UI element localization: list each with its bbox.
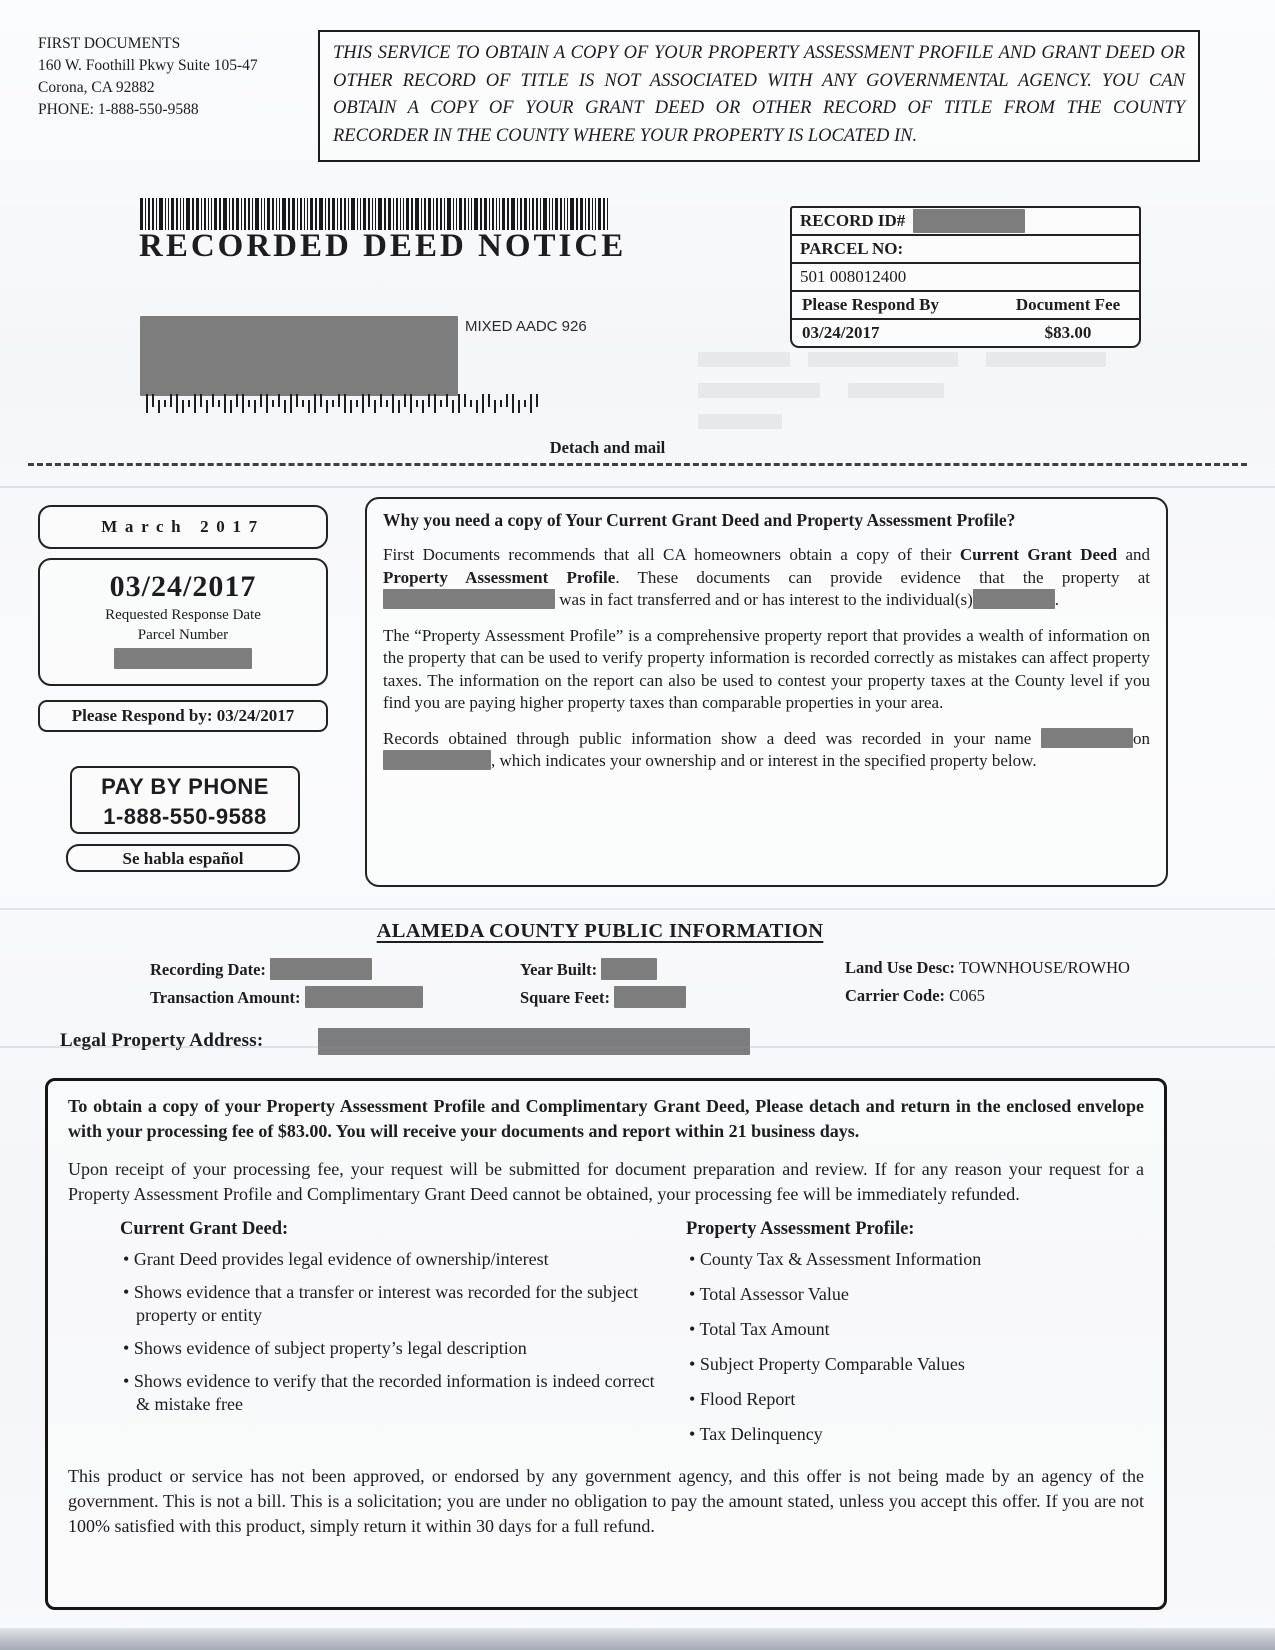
year-built-redaction	[601, 958, 657, 980]
response-date-box	[38, 558, 328, 686]
sender-address-line2: Corona, CA 92882	[38, 79, 155, 96]
mail-sort-code: MIXED AADC 926	[465, 318, 587, 335]
grant-deed-bullet: • Shows evidence of subject property’s legal description	[123, 1338, 527, 1358]
offer-columns	[68, 1219, 1144, 1458]
p1-bold-grant-deed: Current Grant Deed	[959, 545, 1118, 564]
bleed-through-artifact	[986, 352, 1106, 367]
bullet-text: Shows evidence of subject property’s legal description	[133, 1338, 527, 1358]
scan-fold-line	[0, 908, 1275, 910]
record-id-redaction	[913, 209, 1025, 233]
profile-bullet: • Tax Delinquency	[689, 1424, 823, 1444]
bullet-text: Shows evidence that a transfer or interest was recorded for the subject property or entity	[133, 1282, 639, 1325]
public-info-title: ALAMEDA COUNTY PUBLIC INFORMATION	[376, 920, 824, 942]
respond-fee-header-row	[792, 292, 1139, 320]
pay-by-phone-box	[70, 766, 300, 834]
month-box	[38, 505, 328, 549]
record-id-row	[792, 208, 1139, 236]
recording-date-redaction	[270, 958, 372, 980]
respond-fee-value-row	[792, 320, 1139, 346]
grant-deed-bullet: • Shows evidence that a transfer or interest was recorded for the subject property or entity	[123, 1282, 639, 1325]
individual-name-redaction	[973, 589, 1055, 609]
year-built-label: Year Built:	[520, 960, 598, 979]
response-date-value: 03/24/2017	[109, 570, 257, 603]
bleed-through-artifact	[698, 383, 820, 398]
offer-intro-paragraph: To obtain a copy of your Property Assessment Profile and Complimentary Grant Deed, Please detach and return in the enclosed envelope with your processing fee of $83.00. You will receive your documents and report within 21 business days.	[68, 1096, 1144, 1141]
scan-fold-line	[0, 1046, 1275, 1048]
p1-text: . These documents can provide evidence that the property at	[615, 567, 1151, 587]
bleed-through-artifact	[808, 352, 958, 367]
p1-bold-profile: Property Assessment Profile	[383, 567, 616, 587]
year-built-field	[520, 958, 657, 980]
sender-address-line1: 160 W. Foothill Pkwy Suite 105-47	[38, 57, 258, 74]
parcel-value-row	[792, 264, 1139, 292]
record-info-table	[790, 206, 1141, 348]
parcel-number-redaction	[114, 648, 252, 669]
scan-edge-band	[0, 1628, 1275, 1650]
p3-text: on	[1133, 728, 1150, 748]
sender-name: FIRST DOCUMENTS	[38, 35, 181, 52]
bullet-text: County Tax & Assessment Information	[699, 1249, 982, 1269]
agency-disclaimer-box	[318, 30, 1200, 162]
scan-fold-line	[0, 486, 1275, 488]
bleed-through-artifact	[698, 414, 782, 429]
why-box-paragraph-1	[383, 544, 1150, 612]
se-habla-espanol-box	[66, 844, 300, 872]
respond-by-label: Please Respond By	[802, 295, 939, 314]
notice-title: RECORDED DEED NOTICE	[139, 228, 627, 264]
bullet-text: Total Tax Amount	[699, 1319, 830, 1339]
bullet-text: Grant Deed provides legal evidence of ownership/interest	[133, 1249, 549, 1269]
offer-details-box	[45, 1078, 1167, 1610]
carrier-code-field	[845, 986, 985, 1006]
square-feet-redaction	[614, 986, 686, 1008]
recipient-address-redaction	[140, 316, 458, 396]
grant-deed-title: Current Grant Deed:	[120, 1219, 289, 1239]
square-feet-field	[520, 986, 686, 1008]
pay-by-phone-title: PAY BY PHONE	[101, 774, 269, 799]
p1-text: First Documents recommends that all CA homeowners obtain a copy of their	[383, 545, 960, 564]
transaction-amount-field	[150, 986, 423, 1008]
bullet-text: Flood Report	[699, 1389, 796, 1409]
bullet-text: Shows evidence to verify that the recorded information is indeed correct & mistake free	[133, 1371, 655, 1414]
p1-text: was in fact transferred and or has interest to the individual(s)	[555, 590, 973, 609]
profile-bullet: • County Tax & Assessment Information	[689, 1249, 982, 1269]
bleed-through-artifact	[848, 383, 944, 398]
record-date-redaction	[383, 750, 491, 770]
legal-property-address-redaction	[318, 1028, 750, 1055]
profile-bullet: • Flood Report	[689, 1389, 796, 1409]
profile-bullet: • Total Assessor Value	[689, 1284, 849, 1304]
why-box-paragraph-3	[383, 728, 1150, 773]
document-fee-label: Document Fee	[1015, 295, 1121, 314]
why-you-need-box	[365, 497, 1168, 887]
legal-property-address-label: Legal Property Address:	[60, 1030, 264, 1051]
bleed-through-artifact	[698, 352, 790, 367]
sender-phone: PHONE: 1-888-550-9588	[38, 101, 199, 118]
record-id-label: RECORD ID#	[800, 211, 906, 230]
respond-by-value: 03/24/2017	[802, 323, 880, 342]
agency-disclaimer-text: THIS SERVICE TO OBTAIN A COPY OF YOUR PROPERTY ASSESSMENT PROFILE AND GRANT DEED OR OTHER RECORD OF TITLE IS NOT ASSOCIATED WITH ANY GOVERNMENTAL AGENCY. YOU CAN OBTAIN A COPY OF YOUR GRANT DEED OR OTHER RECORD OF TITLE FROM THE COUNTY RECORDER IN THE COUNTY WHERE YOUR PROPERTY IS LOCATED IN.	[333, 43, 1185, 146]
bullet-text: Total Assessor Value	[699, 1284, 849, 1304]
bullet-text: Subject Property Comparable Values	[699, 1354, 965, 1374]
parcel-no-value: 501 008012400	[800, 267, 907, 286]
parcel-label-row	[792, 236, 1139, 264]
p1-text: and	[1117, 545, 1151, 564]
carrier-code-label: Carrier Code:	[845, 986, 946, 1005]
grant-deed-bullet: • Shows evidence to verify that the recorded information is indeed correct & mistake free	[123, 1371, 655, 1414]
barcode-icon	[140, 198, 608, 230]
p3-text: , which indicates your ownership and or interest in the specified property below.	[491, 751, 1037, 770]
grant-deed-bullet: • Grant Deed provides legal evidence of ownership/interest	[123, 1249, 549, 1269]
document-fee-value: $83.00	[1044, 323, 1092, 342]
why-box-paragraph-2: The “Property Assessment Profile” is a comprehensive property report that provides a wealth of information on the property that can be used to verify property information is recorded correctly as mistakes can affect property taxes. The information on the report can also be used to contest your property taxes at the County level if you find you are paying higher property taxes than comparable properties in your area.	[383, 625, 1150, 712]
intelligent-mail-barcode-icon	[146, 394, 546, 414]
pay-by-phone-number: 1-888-550-9588	[103, 804, 267, 829]
p3-text: Records obtained through public information show a deed was recorded in your name	[383, 728, 1041, 748]
please-respond-box	[38, 700, 328, 732]
why-box-title: Why you need a copy of Your Current Grant Deed and Property Assessment Profile?	[383, 510, 1016, 530]
transaction-amount-label: Transaction Amount:	[150, 988, 301, 1007]
recording-date-label: Recording Date:	[150, 960, 266, 979]
month-label: March 2017	[101, 517, 265, 536]
detach-dashed-line	[28, 463, 1247, 466]
offer-refund-paragraph: Upon receipt of your processing fee, your request will be submitted for document preparation and review. If for any reason your request for a Property Assessment Profile and Complimentary Grant Deed cannot be obtained, your processing fee will be immediately refunded.	[68, 1159, 1144, 1204]
solicitation-disclaimer-paragraph: This product or service has not been approved, or endorsed by any government agency, and this offer is not being made by an agency of the government. This is not a bill. This is a solicitation; you are under no obligation to pay the amount stated, unless you accept this offer. If you are not 100% satisfied with this product, simply return it within 30 days for a full refund.	[68, 1466, 1144, 1536]
parcel-no-label: PARCEL NO:	[800, 239, 904, 258]
transaction-amount-redaction	[305, 986, 423, 1008]
sender-address-block	[38, 33, 258, 121]
carrier-code-value: C065	[949, 986, 985, 1005]
response-date-caption: Requested Response Date	[105, 607, 261, 623]
detach-and-mail-label: Detach and mail	[549, 438, 666, 457]
bullet-text: Tax Delinquency	[699, 1424, 823, 1444]
assessment-profile-title: Property Assessment Profile:	[686, 1219, 915, 1239]
land-use-label: Land Use Desc:	[845, 958, 955, 977]
recording-date-field	[150, 958, 372, 980]
parcel-number-caption: Parcel Number	[137, 627, 229, 643]
assessment-profile-column	[668, 1219, 1144, 1458]
grant-deed-column	[68, 1219, 668, 1458]
profile-bullet: • Subject Property Comparable Values	[689, 1354, 965, 1374]
property-address-redaction	[383, 589, 555, 609]
profile-bullet: • Total Tax Amount	[689, 1319, 830, 1339]
p1-text: .	[1054, 590, 1060, 609]
land-use-value: TOWNHOUSE/ROWHO	[958, 958, 1130, 977]
se-habla-espanol-text: Se habla español	[122, 849, 244, 868]
owner-name-redaction	[1041, 728, 1133, 748]
please-respond-text: Please Respond by: 03/24/2017	[71, 706, 295, 725]
land-use-field	[845, 958, 1130, 978]
square-feet-label: Square Feet:	[520, 988, 610, 1007]
